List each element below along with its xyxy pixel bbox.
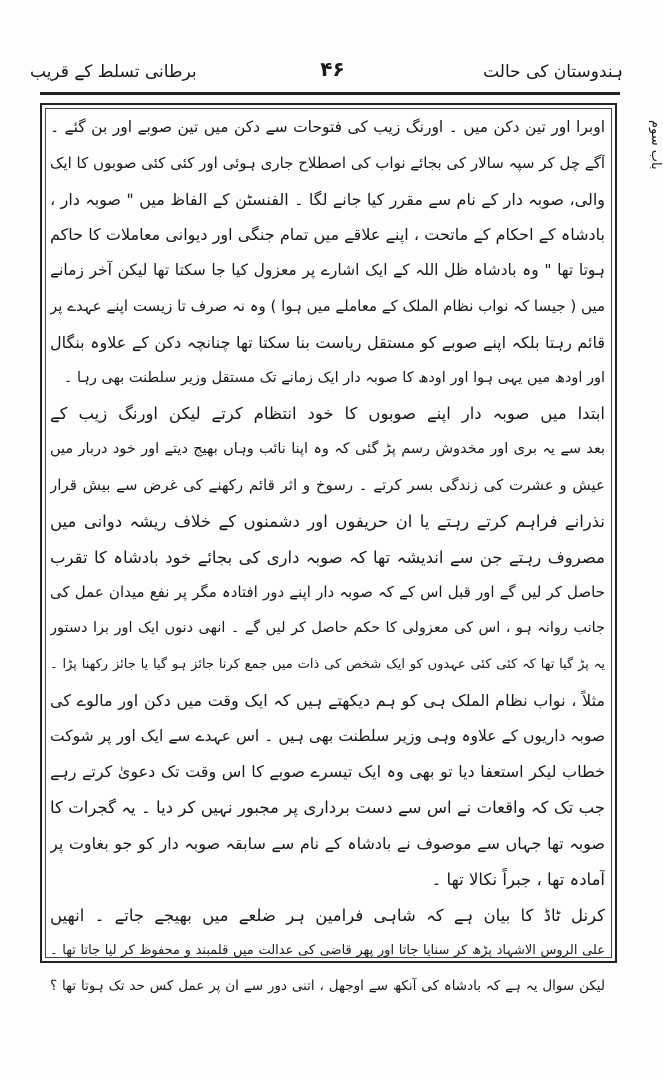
text-line: اور اودھ میں یہی ہوا اور اودھ کا صوبہ دار ایک زمانے تک مستقل وزیر سلطنت بھی رہا ۔ <box>63 369 605 386</box>
paragraph <box>50 898 605 1005</box>
chapter-side-label: باب سوم <box>648 120 663 170</box>
paragraph <box>50 396 605 897</box>
text-line: جانب روانہ ہو ، اس کی معزولی کا حکم حاصل کر لیں گے ۔ انھی دنوں ایک اور برا دستور <box>50 620 605 637</box>
text-line: کرنل ٹاڈ کا بیان ہے کہ شاہی فرامین ہر ضلعے میں بھیجے جاتے ۔ انھیں <box>50 905 605 925</box>
text-line: خطاب لیکر استعفا دیا تو بھی وہ ایک تیسرے صوبے کا اس وقت تک دعویٰ کرتے رہے <box>50 762 605 782</box>
text-line: میں ( جیسا کہ نواب نظام الملک کے معاملے میں ہوا ) وہ نہ صرف تا زیست اپنے عہدے پر <box>50 296 605 315</box>
body-text <box>50 110 605 995</box>
text-line: قائم رہتا بلکہ اپنے صوبے کو مستقل ریاست بنا سکتا تھا چنانچہ دکن کے علاوہ بنگال <box>50 332 605 352</box>
text-line: مثلاً ، نواب نظام الملک ہی کو ہم دیکھتے ہیں کہ ایک وقت میں دکن اور مالوے کی <box>50 690 605 710</box>
text-line: بعد سے یہ بری اور مخدوش رسم پڑ گئی کہ وہ اپنا نائب وہاں بھیج دیتے اور خود دربار میں <box>50 441 605 458</box>
text-line: یہ پڑ گیا تھا کہ کئی کئی عہدوں کو ایک شخص کی ذات میں جمع کرنا جائز ہو گیا یا جائز رکھنا پڑا ۔ <box>50 656 605 672</box>
text-line: عیش و عشرت کی زندگی بسر کرتے ۔ رسوخ و اثر قائم رکھنے کی غرض سے بیش قرار <box>50 475 605 494</box>
text-line: صوبہ داریوں کے علاوہ وہی وزیر سلطنت بھی ہیں ۔ اس عہدے سے ایک اور پر شوکت <box>50 726 605 745</box>
chapter-running-title: ہندوستان کی حالت <box>483 62 623 82</box>
text-line: صوبہ تھا جہاں سے موصوف نے بادشاہ کے نام سے سابقہ صوبہ دار کو جو بغاوت پر <box>50 833 605 853</box>
text-line: اوبرا اور تین دکن میں ۔ اورنگ زیب کی فتوحات سے دکن میں تین صوبے اور بن گئے ۔ <box>50 118 605 136</box>
text-line: نذرانے فراہم کرتے رہتے یا ان حریفوں اور دشمنوں کے خلاف ریشہ دوانی میں <box>50 511 605 531</box>
text-line: والی، صوبہ دار کے نام سے مقرر کیا جانے لگا ۔ الفنسٹن کے الفاظ میں " صوبہ دار ، <box>50 189 605 209</box>
text-line: ابتدا میں صوبہ دار اپنے صوبوں کا خود انتظام کرتے لیکن اورنگ زیب کے <box>50 404 605 424</box>
text-line: آگے چل کر سپہ سالار کی بجائے نواب کی اصطلاح جاری ہوئی اور کئی کئی صوبوں کا ایک <box>50 153 605 172</box>
text-line: آمادہ تھا ، جبراً نکالا تھا ۔ <box>431 869 605 889</box>
page-number: ۴۶ <box>320 57 345 81</box>
text-line: لیکن سوال یہ ہے کہ بادشاہ کی آنکھ سے اوجھل ، اتنی دور سے ان پر عمل کس حد تک ہوتا تھا ؟ <box>50 978 605 995</box>
text-line: مصروف رہتے جن سے اندیشہ تھا کہ صوبہ داری کی بجائے خود بادشاہ کا تقرب <box>50 547 605 567</box>
section-running-title: برطانی تسلط کے قریب <box>30 62 197 82</box>
header-rule <box>40 92 620 95</box>
text-line: ہوتا تھا " وہ بادشاہ ظل اللہ کے ایک اشارے پر معزول کیا جا سکتا تھا لیکن آخر زمانے <box>50 261 605 280</box>
text-line: علی الروس الاشہاد پڑھ کر سنایا جاتا اور پھر قاضی کی عدالت میں قلمبند و محفوظ کر لیا جاتا تھا ۔ <box>50 943 605 959</box>
text-line: بادشاہ کے احکام کے ماتحت ، اپنے علاقے میں تمام جنگی اور دیوانی معاملات کا حاکم <box>50 225 605 245</box>
text-line: حاصل کر لیں گے اور قبل اس کے کہ صوبہ دار اپنے دور افتادہ مگر پر نفع میدان عمل کی <box>50 583 605 602</box>
paragraph <box>50 110 605 396</box>
text-line: جب تک کہ واقعات نے اس سے دست برداری پر مجبور نہیں کر دیا ۔ یہ گجرات کا <box>50 798 605 818</box>
running-header <box>30 55 635 95</box>
